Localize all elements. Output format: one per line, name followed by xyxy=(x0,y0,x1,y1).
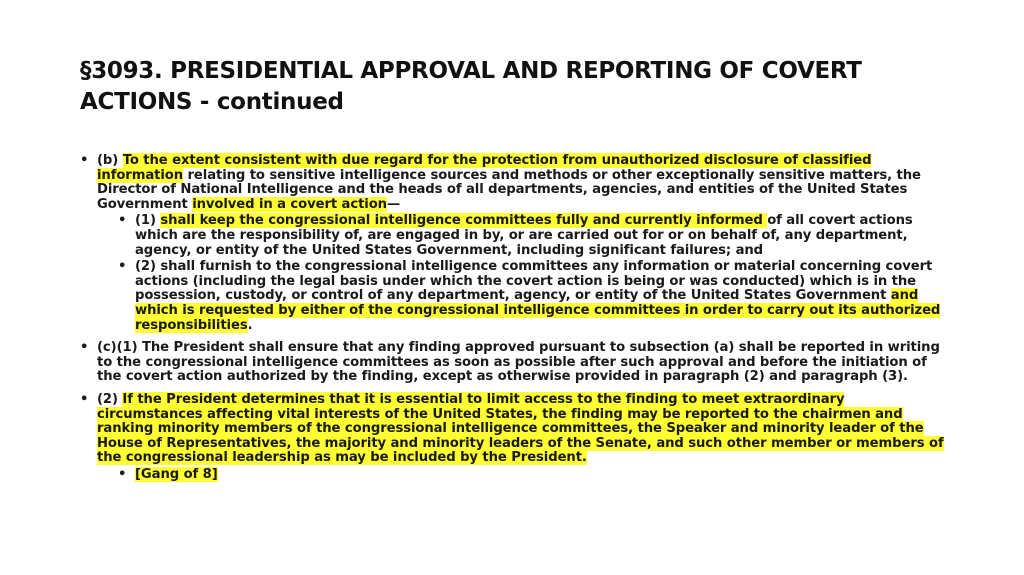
page-title: §3093. PRESIDENTIAL APPROVAL AND REPORTING OF COVERT ACTIONS - continued xyxy=(80,58,862,115)
bullet-b-1-text: of all covert actions which are the responsibility of, are engaged in by, or are carried out for or on behalf of, any department, agency, or entity of the United States Government, including significant failures; and xyxy=(135,213,913,258)
highlight-b-1-informed: shall keep the congressional intelligence committees fully and currently informed xyxy=(160,213,768,229)
highlight-gang-of-8: [Gang of 8] xyxy=(135,466,218,482)
bullet-c-1 xyxy=(80,341,952,385)
bullet-b-2 xyxy=(118,260,952,333)
bullet-b-text: relating to sensitive intelligence sources and methods or other exceptionally sensitive matters, the Director of National Intelligence and the heads of all departments, agencies, and entities of the United States Government xyxy=(97,167,921,212)
bullet-b-2-suffix: . xyxy=(247,317,253,333)
bullet-b-prefix: (b) xyxy=(97,153,123,168)
highlight-b-2-requested: and which is requested by either of the congressional intelligence committees in order to carry out its authorized responsibilities xyxy=(135,288,941,333)
bullet-c-2-prefix: (2) xyxy=(97,391,123,407)
highlight-b-1: To the extent consistent with due regard for the protection from unauthorized disclosure of classified information xyxy=(97,153,872,183)
slide-body xyxy=(80,154,952,482)
bullet-b-1 xyxy=(118,214,952,258)
bullet-c-1-text: (c)(1) The President shall ensure that any finding approved pursuant to subsection (a) shall be reported in writing to the congressional intelligence committees as soon as possible after such approval and before the initiation of the covert action authorized by the finding, except as otherwise provided in paragraph (2) and paragraph (3). xyxy=(97,340,940,385)
bullet-b-1-prefix: (1) xyxy=(135,213,161,229)
bullet-b-2-text: (2) shall furnish to the congressional intelligence committees any information or material concerning covert actions (including the legal basis under which the covert action is being or was conducted) which is in the possession, custody, or control of any department, agency, or entity of the United States Government xyxy=(135,259,933,304)
bullet-gang-of-8 xyxy=(118,468,952,483)
bullet-b-suffix: — xyxy=(386,196,401,212)
highlight-c-2: If the President determines that it is essential to limit access to the finding to meet extraordinary circumstances affecting vital interests of the United States, the finding may be reported to the chairmen and ranking minority members of the congressional intelligence committees, the Speaker and minority leader of the House of Representatives, the majority and minority leaders of the Senate, and such other member or members of the congressional leadership as may be included by the President. xyxy=(97,391,944,466)
bullet-b xyxy=(80,154,952,212)
highlight-b-2: involved in a covert action xyxy=(192,196,387,212)
bullet-c-2 xyxy=(80,393,952,466)
